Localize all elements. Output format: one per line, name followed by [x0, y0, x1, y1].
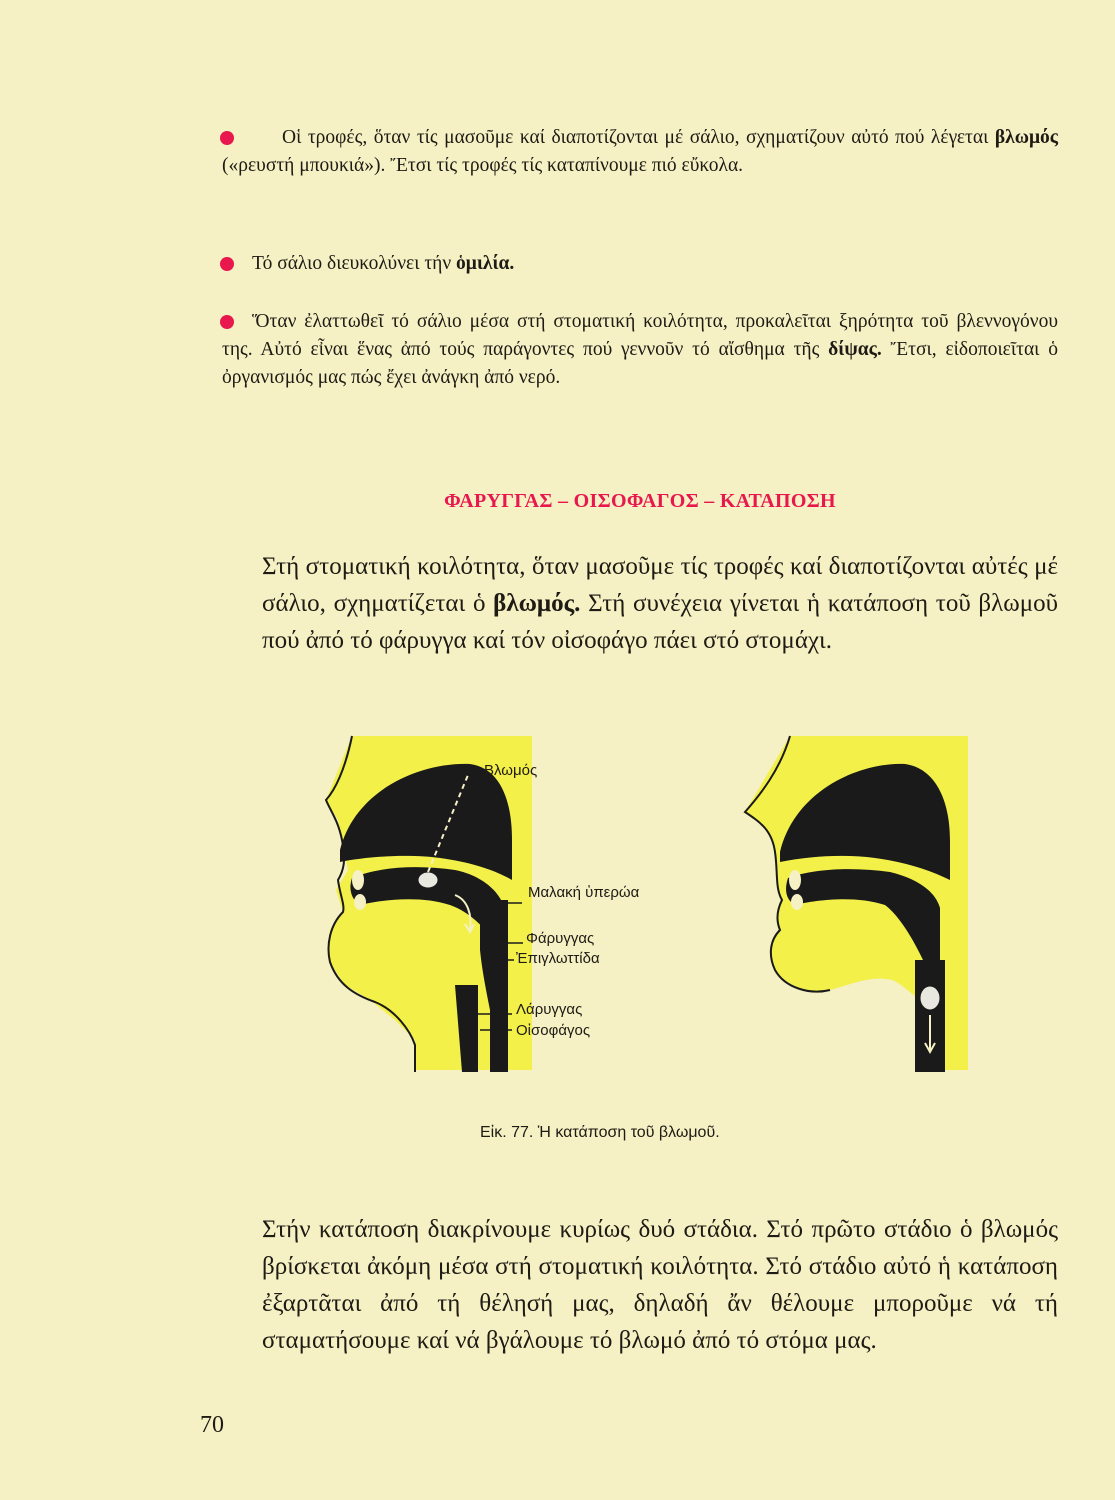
label-bolus: Βλωμός — [484, 762, 538, 779]
label-soft-palate: Μαλακή ὑπερώα — [528, 884, 640, 901]
bullet-paragraph-thirst: Ὅταν ἐλαττωθεῖ τό σάλιο μέσα στή στοματική κοιλότητα, προκαλεῖται ξηρότητα τοῦ βλεννογόνου της. Αὐτό εἶναι ἕνας ἀπό τούς παράγοντες πού γεννοῦν τό αἴσθημα τῆς δίψας. Ἔτσι, εἰδοποιεῖται ὁ ὀργανισμός μας πώς ἔχει ἀνάγκη ἀπό νερό. — [222, 311, 1058, 388]
paragraph-bolus-formation: Στή στοματική κοιλότητα, ὅταν μασοῦμε τίς τροφές καί διαποτίζονται αὐτές μέ σάλιο, σχηματίζεται ὁ βλωμός. Στή συνέχεια γίνεται ἡ κατάποση τοῦ βλωμοῦ πού ἀπό τό φάρυγγα καί τόν οἰσοφάγο πάει στό στομάχι. — [262, 553, 1059, 654]
bullet-text: Οἱ τροφές, ὅταν τίς μασοῦμε καί διαποτίζονται μέ σάλιο, σχηματίζουν αὐτό πού λέγεται βλωμός («ρευστή μπουκιά»). Ἔτσι τίς τροφές τίς καταπίνουμε πιό εὔκολα. — [222, 127, 1058, 176]
label-pharynx: Φάρυγγας — [526, 930, 595, 947]
teeth-icon — [352, 870, 364, 890]
bolus-icon — [920, 986, 940, 1010]
section-heading: ΦΑΡΥΓΓΑΣ – ΟΙΣΟΦΑΓΟΣ – ΚΑΤΑΠΟΣΗ — [444, 490, 836, 512]
figure-panel-second-stage — [745, 736, 968, 1072]
figure-panel-first-stage — [326, 736, 532, 1072]
bullet-paragraph-speech: Τό σάλιο διευκολύνει τήν ὁμιλία. — [222, 250, 1058, 278]
label-epiglottis: Ἐπιγλωττίδα — [516, 950, 600, 967]
label-larynx: Λάρυγγας — [516, 1001, 583, 1018]
figure-caption: Εἰκ. 77. Ἡ κατάποση τοῦ βλωμοῦ. — [480, 1124, 720, 1141]
bolus-icon — [418, 872, 438, 888]
paragraph-swallowing-stages: Στήν κατάποση διακρίνουμε κυρίως δυό στάδια. Στό πρῶτο στάδιο ὁ βλωμός βρίσκεται ἀκόμη μέσα στή στοματική κοιλότητα. Στό στάδιο αὐτό ἡ κατάποση ἐξαρτᾶται ἀπό τή θέλησή μας, δηλαδή ἄν θέλουμε μποροῦμε νά τή σταματήσουμε καί νά βγάλουμε τό βλωμό ἀπό τό στόμα μας. — [262, 1216, 1058, 1354]
page-number: 70 — [200, 1412, 224, 1438]
label-esophagus: Οἰσοφάγος — [516, 1022, 591, 1039]
